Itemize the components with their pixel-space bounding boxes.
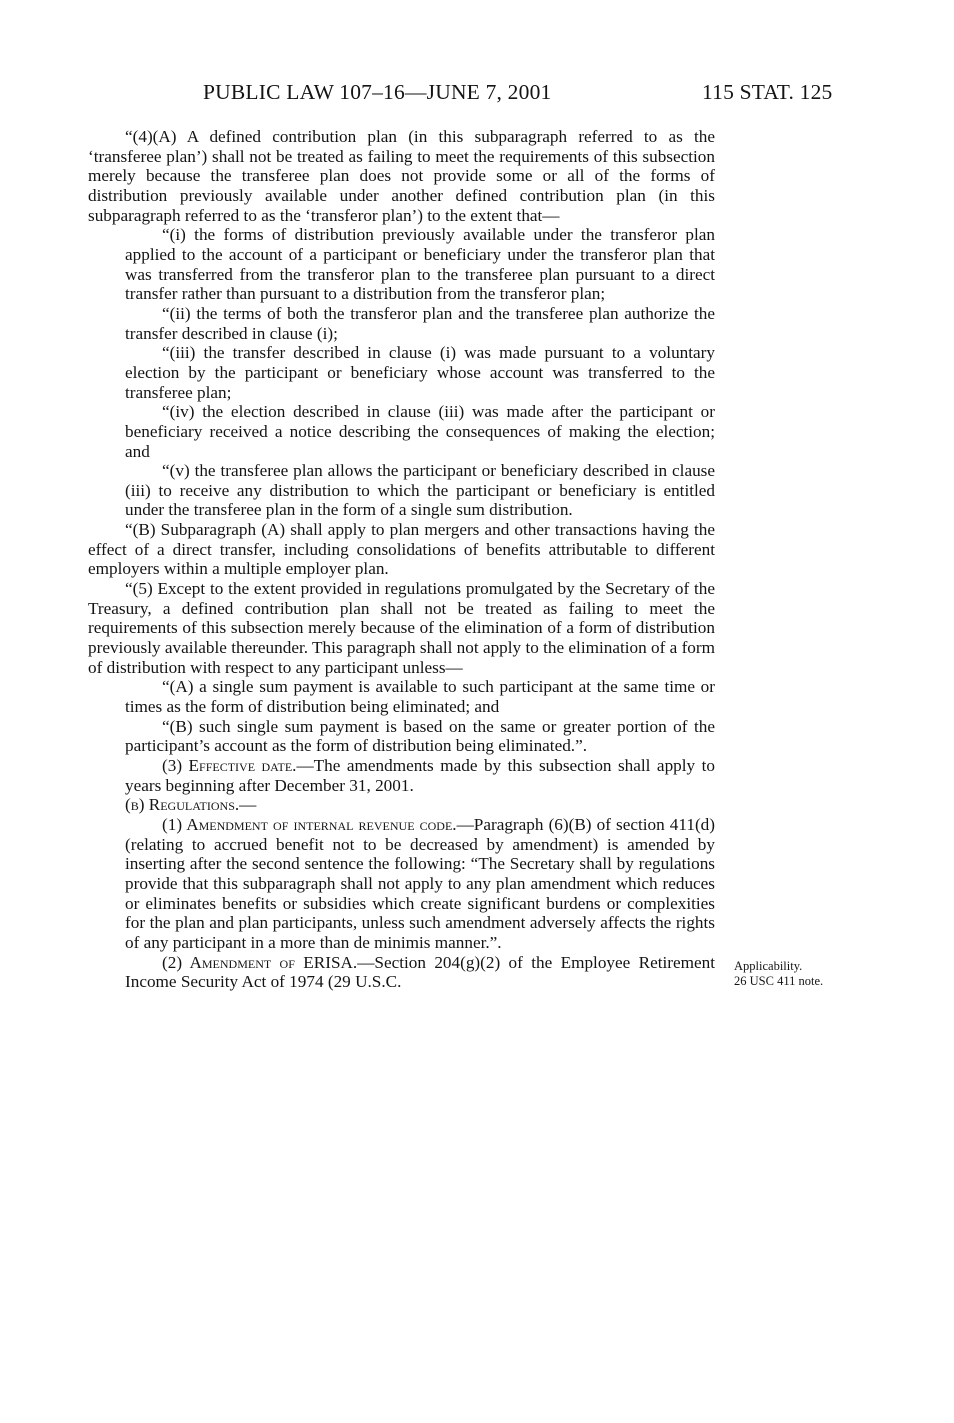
amendment-erisa-paragraph xyxy=(88,953,715,992)
margin-note-usc-reference: 26 USC 411 note. xyxy=(734,974,824,988)
clause-v: “(v) the transferee plan allows the participant or beneficiary described in clause (iii) to receive any distribution to which the participant or beneficiary is entitled under the transferee plan in the form of a single sum distribution. xyxy=(125,461,715,520)
clause-i: “(i) the forms of distribution previously available under the transferor plan applied to the account of a participant or beneficiary under the transferor plan that was transferred from the transferor plan to the transferee plan pursuant to a direct transfer rather than pursuant to a distribution from the transferor plan; xyxy=(125,225,715,304)
paragraph-5: “(5) Except to the extent provided in regulations promulgated by the Secretary of the Treasury, a defined contribution plan shall not be treated as failing to meet the requirements of this subsection merely because of the elimination of a form of distribution previously available thereunder. This paragraph shall not apply to the elimination of a form of distribution with respect to any participant unless— xyxy=(88,579,715,677)
effective-date-heading: (3) Effective date. xyxy=(162,756,297,775)
clause-ii: “(ii) the terms of both the transferor plan and the transferee plan authorize the transfer described in clause (i); xyxy=(125,303,715,343)
amendment-erisa-text: —Section 204(g)(2) of the Employee Retirement Income Security Act of 1974 (29 U.S.C. xyxy=(125,952,715,992)
regulations-paragraph xyxy=(88,795,715,815)
running-head-title: PUBLIC LAW 107–16—JUNE 7, 2001 xyxy=(203,80,552,104)
clause-iii: “(iii) the transfer described in clause (i) was made pursuant to a voluntary election by the participant or beneficiary whose account was transferred to the transferee plan; xyxy=(125,343,715,402)
margin-note-applicability: Applicability. xyxy=(734,959,803,973)
amendment-irc-heading: (1) Amendment of internal revenue code. xyxy=(162,814,457,834)
running-head-stat-page: 115 STAT. 125 xyxy=(702,80,833,104)
effective-date-paragraph xyxy=(88,756,715,795)
regulations-heading: (b) Regulations. xyxy=(125,795,240,815)
subparagraph-5a: “(A) a single sum payment is available to such participant at the same time or times as the form of distribution being eliminated; and xyxy=(125,677,715,717)
subparagraph-5b: “(B) such single sum payment is based on the same or greater portion of the participant’s account as the form of distribution being eliminated.”. xyxy=(125,716,715,756)
amendment-irc-text: —Paragraph (6)(B) of section 411(d) (relating to accrued benefit not to be decreased by amendment) is amended by inserting after the second sentence the following: “The Secretary shall by regulations provide that this subparagraph shall not apply to any plan amendment which reduces or eliminates benefits or subsidies which create significant burdens or complexities for the plan and plan participants, unless such amendment adversely affects the rights of any participant in a more than de minimis manner.”. xyxy=(125,814,715,952)
amendment-irc-paragraph xyxy=(88,815,715,953)
statute-body xyxy=(88,127,715,992)
effective-date-text: —The amendments made by this subsection shall apply to years beginning after December 31, 2001. xyxy=(125,756,715,795)
paragraph-4a: “(4)(A) A defined contribution plan (in this subparagraph referred to as the ‘transferee plan’) shall not be treated as failing to meet the requirements of this subsection merely because the transferee plan does not provide some or all of the forms of distribution previously available under another defined contribution plan (in this subparagraph referred to as the ‘transferor plan’) to the extent that— xyxy=(88,127,715,225)
regulations-text: — xyxy=(239,795,257,815)
clause-iv: “(iv) the election described in clause (iii) was made after the participant or beneficiary received a notice describing the consequences of making the election; and xyxy=(125,402,715,461)
amendment-erisa-heading: (2) Amendment of ERISA. xyxy=(162,952,358,972)
margin-note xyxy=(734,959,894,989)
paragraph-4b: “(B) Subparagraph (A) shall apply to plan mergers and other transactions having the effect of a direct transfer, including consolidations of benefits attributable to different employers within a multiple employer plan. xyxy=(88,520,715,579)
